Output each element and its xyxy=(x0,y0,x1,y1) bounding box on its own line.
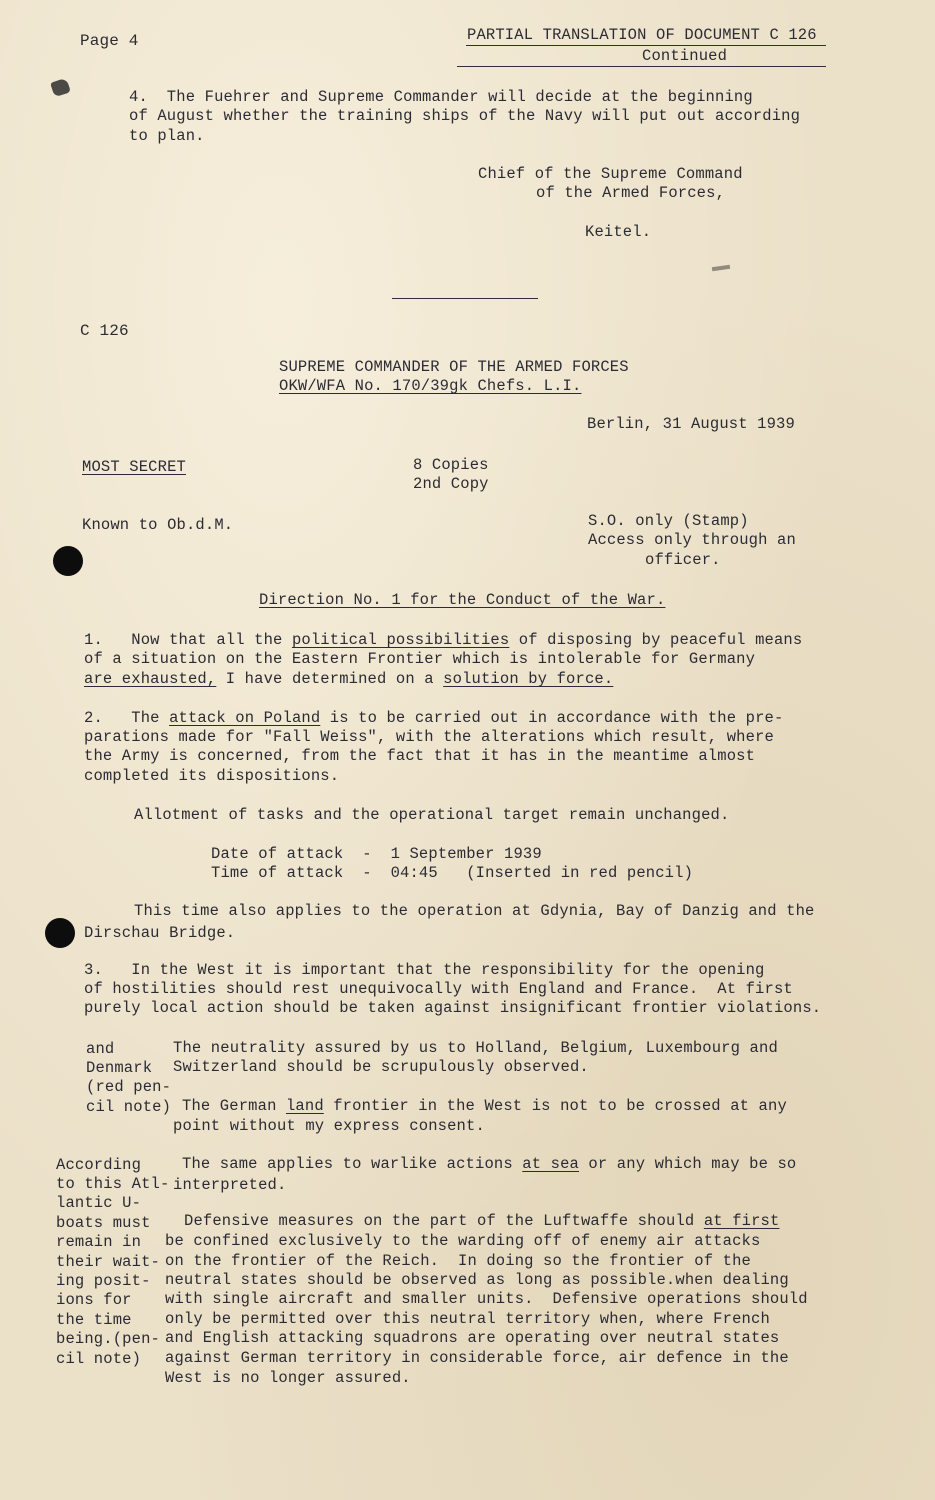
document-title: PARTIAL TRANSLATION OF DOCUMENT C 126 xyxy=(467,26,817,44)
defensive-line-1: Defensive measures on the part of the Luftwaffe should at first xyxy=(184,1212,780,1230)
margin-note-1-line-3: (red pen- xyxy=(86,1078,172,1096)
margin-note-2-line-6: their wait- xyxy=(56,1253,160,1271)
heading-line-2: OKW/WFA No. 170/39gk Chefs. L.I. xyxy=(279,377,582,395)
defensive-line-2: be confined exclusively to the warding off of enemy air attacks xyxy=(165,1232,761,1250)
known-to: Known to Ob.d.M. xyxy=(82,516,234,534)
stamp-line-3: officer. xyxy=(645,551,721,569)
allotment-line: Allotment of tasks and the operational target remain unchanged. xyxy=(134,806,730,824)
stamp-line-2: Access only through an xyxy=(588,531,796,549)
margin-note-2-line-9: the time xyxy=(56,1311,132,1329)
para3-line-3: purely local action should be taken against insignificant frontier violations. xyxy=(84,999,822,1017)
sea-line-1: The same applies to warlike actions at sea or any which may be so xyxy=(182,1155,797,1173)
copies-line-1: 8 Copies xyxy=(413,456,489,474)
neutrality-line-1: The neutrality assured by us to Holland, Belgium, Luxembourg and xyxy=(173,1039,778,1057)
title-underline xyxy=(466,45,826,46)
para3-line-2: of hostilities should rest unequivocally with England and France. At first xyxy=(84,980,793,998)
para1-line-1: 1. Now that all the political possibilities of disposing by peaceful means xyxy=(84,631,803,649)
para4-line-3: to plan. xyxy=(129,127,205,145)
para1-line-2: of a situation on the Eastern Frontier which is intolerable for Germany xyxy=(84,650,756,668)
margin-note-2-line-7: ing posit- xyxy=(56,1272,151,1290)
margin-note-2-line-8: ions for xyxy=(56,1291,132,1309)
margin-note-2-line-4: boats must xyxy=(56,1214,151,1232)
frontier-line-2: point without my express consent. xyxy=(173,1117,485,1135)
defensive-line-3: on the frontier of the Reich. In doing so the frontier of the xyxy=(165,1252,751,1270)
margin-note-2-line-3: lantic U- xyxy=(56,1194,142,1212)
para3-line-1: 3. In the West it is important that the responsibility for the opening xyxy=(84,961,765,979)
margin-note-2-line-1: According xyxy=(56,1156,142,1174)
attack-date: Date of attack - 1 September 1939 xyxy=(211,845,542,863)
para4-line-1: 4. The Fuehrer and Supreme Commander will decide at the beginning xyxy=(129,88,753,106)
defensive-line-9: West is no longer assured. xyxy=(165,1369,411,1387)
para2-line-4: completed its dispositions. xyxy=(84,767,340,785)
para2-line-3: the Army is concerned, from the fact that it has in the meantime almost xyxy=(84,747,756,765)
punch-hole-icon xyxy=(45,918,75,948)
para2-line-2: parations made for "Fall Weiss", with the alterations which result, where xyxy=(84,728,774,746)
defensive-line-8: against German territory in considerable force, air defence in the xyxy=(165,1349,789,1367)
neutrality-line-2: Switzerland should be scrupulously observed. xyxy=(173,1058,589,1076)
classification: MOST SECRET xyxy=(82,458,186,476)
signature-line-1: Chief of the Supreme Command xyxy=(478,165,743,183)
margin-note-2-line-2: to this Atl- xyxy=(56,1175,170,1193)
directive-title: Direction No. 1 for the Conduct of the War. xyxy=(259,591,666,609)
section-divider xyxy=(392,298,538,299)
para4-line-2: of August whether the training ships of the Navy will put out according xyxy=(129,107,801,125)
continued-label: Continued xyxy=(642,47,728,65)
stray-mark-icon xyxy=(712,265,730,271)
attack-time: Time of attack - 04:45 (Inserted in red pencil) xyxy=(211,864,694,882)
ink-mark-icon xyxy=(50,78,71,98)
defensive-line-6: only be permitted over this neutral territory when, where French xyxy=(165,1310,770,1328)
header-rule xyxy=(457,66,826,67)
margin-note-1-line-4: cil note) xyxy=(86,1098,172,1116)
gdynia-line-1: This time also applies to the operation at Gdynia, Bay of Danzig and the xyxy=(134,902,815,920)
heading-line-1: SUPREME COMMANDER OF THE ARMED FORCES xyxy=(279,358,629,376)
margin-note-2-line-11: cil note) xyxy=(56,1350,142,1368)
margin-note-1-line-2: Denmark xyxy=(86,1059,153,1077)
signatory-name: Keitel. xyxy=(585,223,652,241)
margin-note-1-line-1: and xyxy=(86,1040,115,1058)
margin-note-2-line-5: remain in xyxy=(56,1233,142,1251)
para2-line-1: 2. The attack on Poland is to be carried out in accordance with the pre- xyxy=(84,709,784,727)
page-number: Page 4 xyxy=(80,32,139,50)
defensive-line-4: neutral states should be observed as long as possible.when dealing xyxy=(165,1271,789,1289)
defensive-line-5: with single aircraft and smaller units. Defensive operations should xyxy=(165,1290,808,1308)
place-date: Berlin, 31 August 1939 xyxy=(587,415,795,433)
gdynia-line-2: Dirschau Bridge. xyxy=(84,924,236,942)
defensive-line-7: and English attacking squadrons are operating over neutral states xyxy=(165,1329,780,1347)
stamp-line-1: S.O. only (Stamp) xyxy=(588,512,749,530)
punch-hole-icon xyxy=(53,546,83,576)
document-reference: C 126 xyxy=(80,322,129,340)
para1-line-3: are exhausted, I have determined on a solution by force. xyxy=(84,670,614,688)
sea-line-2: interpreted. xyxy=(173,1176,287,1194)
copies-line-2: 2nd Copy xyxy=(413,475,489,493)
frontier-line-1: The German land frontier in the West is not to be crossed at any xyxy=(182,1097,787,1115)
margin-note-2-line-10: being.(pen- xyxy=(56,1330,160,1348)
signature-line-2: of the Armed Forces, xyxy=(536,184,726,202)
